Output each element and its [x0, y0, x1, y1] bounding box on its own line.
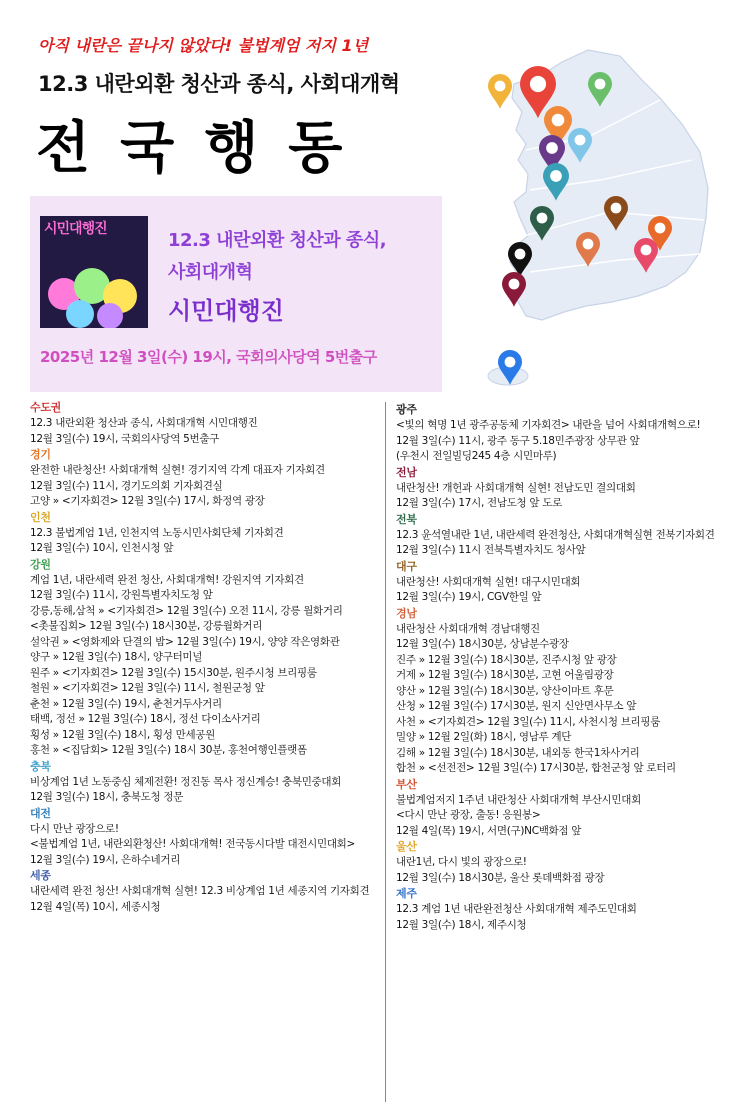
region-name: 경기 [30, 448, 51, 461]
slogan: 아직 내란은 끝나지 않았다! 불법계엄 저지 1년 [38, 36, 369, 55]
event-detail-line: 고양 » <기자회견> 12월 3일(수) 17시, 화정역 광장 [30, 495, 265, 507]
event-detail-line: 내란청산 사회대개혁 경남대행진 [396, 622, 540, 635]
region-block [396, 465, 736, 512]
event-detail-line: 12월 3일(수) 18시, 제주시청 [396, 918, 527, 931]
event-detail-line: 12.3 윤석열내란 1년, 내란세력 완전청산, 사회대개혁실현 전북기자회견 [396, 528, 715, 541]
event-detail-line: 12월 3일(수) 11시, 광주 동구 5.18민주광장 상무관 앞 [396, 434, 640, 447]
event-detail-line: 홍천 » <집담회> 12월 3일(수) 18시 30분, 홍천여행인플랫폼 [30, 744, 307, 756]
region-name: 충북 [30, 759, 51, 773]
region-name: 대구 [396, 559, 417, 573]
event-detail-line: 내란청산! 사회대개혁 실현! 대구시민대회 [396, 575, 581, 588]
event-detail-line: 횡성 » 12월 3일(수) 18시, 횡성 만세공원 [30, 728, 215, 741]
event-title-line3: 시민대행진 [168, 297, 284, 325]
region-block [396, 839, 736, 886]
event-detail-line: 강릉,동해,삼척 » <기자회견> 12월 3일(수) 오전 11시, 강릉 월화거리 [30, 604, 343, 617]
region-list-left [30, 400, 380, 915]
region-block [396, 606, 736, 777]
event-detail-line: 12월 3일(수) 11시, 경기도의회 기자회견실 [30, 479, 223, 492]
region-name: 울산 [396, 840, 417, 853]
region-block [30, 759, 380, 806]
event-detail-line: 12월 4일(목) 10시, 세종시청 [30, 900, 161, 913]
event-detail-line: 비상계엄 1년 노동중심 체제전환! 정진동 목사 정신계승! 충북민중대회 [30, 775, 342, 788]
map-pin-icon [488, 74, 512, 109]
region-block [30, 510, 380, 557]
event-detail-line: 12월 3일(수) 10시, 인천시청 앞 [30, 542, 174, 554]
event-detail-line: 계엄 1년, 내란세력 완전 청산, 사회대개혁! 강원지역 기자회견 [30, 573, 304, 586]
event-detail-line: 원주 » <기자회견> 12월 3일(수) 15시30분, 원주시청 브리핑룸 [30, 666, 317, 679]
region-name: 제주 [396, 887, 417, 900]
region-name: 부산 [396, 777, 417, 791]
event-detail-line: 12월 3일(수) 11시 전북특별자치도 청사앞 [396, 544, 586, 556]
event-detail-line: 산청 » 12월 3일(수) 17시30분, 원지 신안면사무소 앞 [396, 700, 637, 712]
event-detail-line: 진주 » 12월 3일(수) 18시30분, 진주시청 앞 광장 [396, 653, 617, 666]
event-detail-line: 내란세력 완전 청산! 사회대개혁 실현! 12.3 비상계엄 1년 세종지역 기자회견 [30, 885, 370, 897]
event-title-line1: 12.3 내란외환 청산과 종식, [168, 230, 387, 251]
region-block [30, 400, 380, 447]
event-detail-line: 12월 3일(수) 11시, 강원특별자치도청 앞 [30, 589, 213, 601]
headline: 12.3 내란외환 청산과 종식, 사회대개혁 [38, 72, 400, 96]
event-detail-line: 12월 3일(수) 18시30분, 상남분수광장 [396, 638, 569, 650]
region-block [30, 447, 380, 510]
region-name: 세종 [30, 869, 51, 882]
event-poster [40, 216, 148, 328]
korea-map [470, 40, 732, 390]
event-detail-line: 12.3 불법계엄 1년, 인천지역 노동시민사회단체 기자회견 [30, 526, 284, 539]
event-detail-line: <촛불집회> 12월 3일(수) 18시30분, 강릉월화거리 [30, 620, 263, 632]
event-detail-line: 양구 » 12월 3일(수) 18시, 양구터미널 [30, 651, 203, 663]
event-detail-line: 태백, 정선 » 12월 3일(수) 18시, 정선 다이소사거리 [30, 713, 261, 725]
event-detail-line: 밀양 » 12월 2일(화) 18시, 영남루 계단 [396, 731, 572, 743]
region-block [396, 402, 736, 465]
region-name: 강원 [30, 557, 51, 571]
event-detail-line: 사천 » <기자회견> 12월 3일(수) 11시, 사천시청 브리핑룸 [396, 715, 661, 728]
event-detail-line: 12월 3일(수) 18시, 충북도청 정문 [30, 791, 184, 803]
event-detail-line: 12.3 내란외환 청산과 종식, 사회대개혁 시민대행진 [30, 417, 258, 429]
event-detail-line: (우천시 전일빌딩245 4층 시민마루) [396, 450, 557, 462]
event-detail-line: 12월 3일(수) 19시, 은하수네거리 [30, 853, 181, 866]
event-detail-line: <빛의 혁명 1년 광주공동체 기자회견> 내란을 넘어 사회대개혁으로! [396, 419, 701, 431]
event-detail-line: 김해 » 12월 3일(수) 18시30분, 내외동 한국1차사거리 [396, 746, 640, 759]
region-block [396, 512, 736, 559]
event-detail-line: 설악권 » <영화제와 단결의 밤> 12월 3일(수) 19시, 양양 작은영화관 [30, 635, 340, 648]
event-datetime: 2025년 12월 3일(수) 19시, 국회의사당역 5번출구 [40, 348, 377, 366]
event-detail-line: 내란청산! 개헌과 사회대개혁 실현! 전남도민 결의대회 [396, 481, 636, 494]
region-block [396, 559, 736, 606]
event-detail-line: 12월 3일(수) 18시30분, 울산 롯데백화점 광장 [396, 871, 605, 884]
region-block [30, 557, 380, 759]
region-block [30, 806, 380, 869]
column-divider [385, 402, 386, 1102]
event-detail-line: 양산 » 12월 3일(수) 18시30분, 양산이마트 후문 [396, 684, 614, 697]
event-detail-line: 불법계엄저지 1주년 내란청산 사회대개혁 부산시민대회 [396, 793, 641, 806]
poster-title: 시민대행진 [44, 221, 107, 237]
region-block [30, 868, 380, 915]
region-name: 인천 [30, 510, 51, 524]
event-detail-line: 12월 3일(수) 19시, 국회의사당역 5번출구 [30, 432, 220, 445]
region-name: 광주 [396, 403, 417, 416]
region-name: 경남 [396, 606, 417, 620]
event-detail-line: 12월 3일(수) 19시, CGV한일 앞 [396, 591, 542, 603]
event-detail-line: 12월 3일(수) 17시, 전남도청 앞 도로 [396, 497, 562, 509]
region-list-right [396, 402, 736, 933]
event-detail-line: 다시 만난 광장으로! [30, 822, 119, 835]
event-detail-line: 12월 4일(목) 19시, 서면(구)NC백화점 앞 [396, 824, 582, 837]
region-name: 대전 [30, 806, 51, 820]
event-title-line2: 사회대개혁 [168, 262, 253, 283]
event-detail-line: <다시 만난 광장, 출동! 응원봉> [396, 809, 541, 821]
event-detail-line: <불법계엄 1년, 내란외환청산! 사회대개혁! 전국동시다발 대전시민대회> [30, 838, 356, 850]
region-name: 전남 [396, 465, 417, 479]
event-detail-line: 12.3 계엄 1년 내란완전청산 사회대개혁 제주도민대회 [396, 903, 637, 915]
region-block [396, 886, 736, 933]
region-block [396, 777, 736, 840]
event-detail-line: 내란1년, 다시 빛의 광장으로! [396, 856, 527, 868]
event-detail-line: 철원 » <기자회견> 12월 3일(수) 11시, 철원군청 앞 [30, 682, 265, 694]
region-name: 수도권 [30, 401, 61, 414]
page-title: 전국행동 [36, 116, 373, 181]
event-detail-line: 완전한 내란청산! 사회대개혁 실현! 경기지역 각계 대표자 기자회견 [30, 464, 325, 476]
event-detail-line: 합천 » <선전전> 12월 3일(수) 17시30분, 합천군청 앞 로터리 [396, 762, 676, 774]
event-detail-line: 거제 » 12월 3일(수) 18시30분, 고현 어울림광장 [396, 669, 614, 681]
event-detail-line: 춘천 » 12월 3일(수) 19시, 춘천거두사거리 [30, 697, 222, 710]
region-name: 전북 [396, 512, 417, 526]
